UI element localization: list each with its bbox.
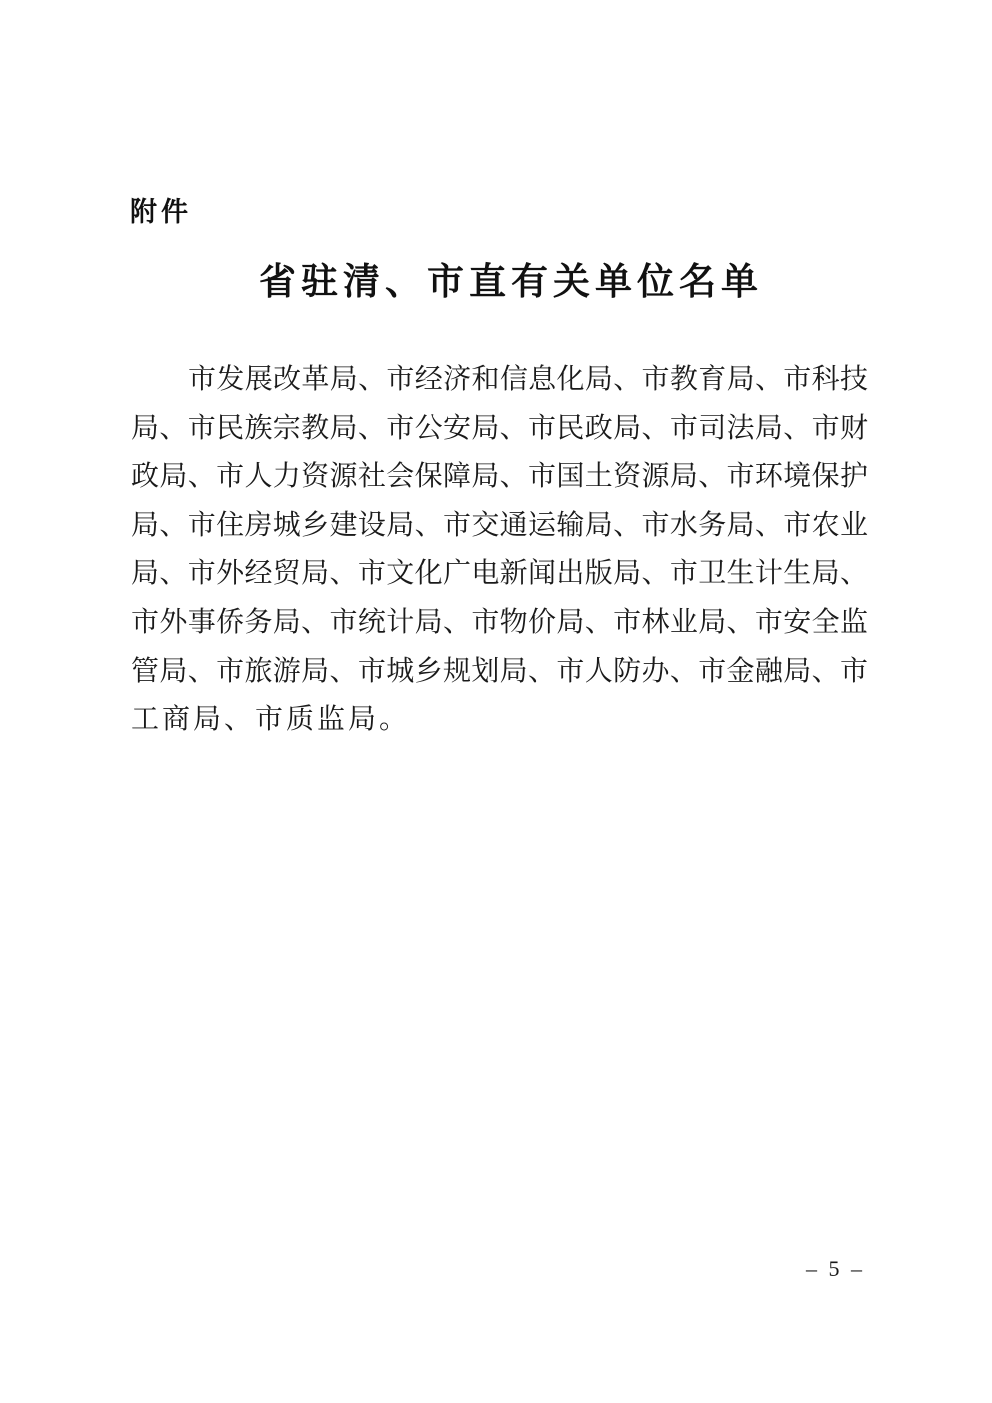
paragraph-line: 市发展改革局、市经济和信息化局、市教育局、市科技	[188, 364, 868, 395]
page-number: – 5 –	[806, 1256, 865, 1281]
body-paragraph	[131, 356, 868, 745]
paragraph-line: 政局、市人力资源社会保障局、市国土资源局、市环境保护	[131, 461, 868, 493]
paragraph-line: 局、市外经贸局、市文化广电新闻出版局、市卫生计生局、	[131, 558, 868, 590]
paragraph-line: 管局、市旅游局、市城乡规划局、市人防办、市金融局、市	[131, 655, 868, 687]
paragraph-line: 市外事侨务局、市统计局、市物价局、市林业局、市安全监	[131, 606, 868, 638]
paragraph-line: 局、市民族宗教局、市公安局、市民政局、市司法局、市财	[131, 412, 868, 444]
paragraph-line: 工商局、市质监局。	[131, 704, 411, 736]
paragraph-line: 局、市住房城乡建设局、市交通运输局、市水务局、市农业	[131, 509, 868, 541]
attachment-label: 附件	[130, 197, 192, 227]
document-title: 省驻清、市直有关单位名单	[259, 262, 763, 303]
